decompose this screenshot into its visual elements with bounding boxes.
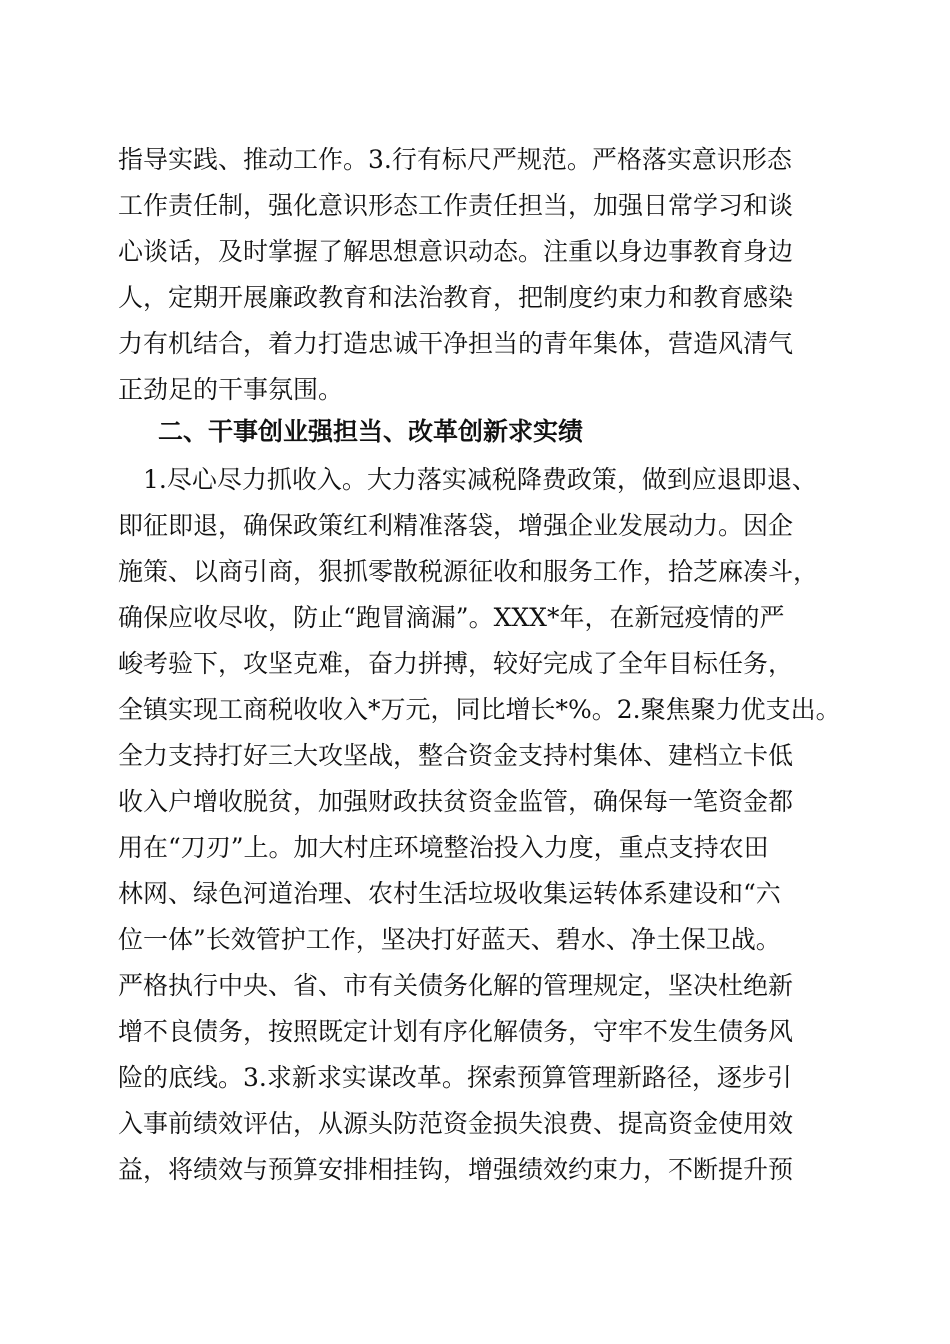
text-line: 心谈话，及时掌握了解思想意识动态。注重以身边事教育身边 [118, 237, 794, 266]
text-line: 正劲足的干事氛围。 [118, 375, 344, 404]
text-line: 施策、以商引商，狠抓零散税源征收和服务工作，拾芝麻凑斗， [118, 557, 819, 586]
text-line: 收入户增收脱贫，加强财政扶贫资金监管，确保每一笔资金都 [118, 787, 794, 816]
section-heading: 二、干事创业强担当、改革创新求实绩 [158, 417, 584, 446]
text-line: 指导实践、推动工作。3.行有标尺严规范。严格落实意识形态 [118, 145, 792, 174]
text-line: 即征即退，确保政策红利精准落袋，增强企业发展动力。因企 [118, 511, 794, 540]
text-line: 1.尽心尽力抓收入。大力落实减税降费政策，做到应退即退、 [118, 465, 817, 494]
text-line: 全力支持打好三大攻坚战，整合资金支持村集体、建档立卡低 [118, 741, 794, 770]
text-line: 确保应收尽收，防止“跑冒滴漏”。XXX*年，在新冠疫情的严 [118, 603, 785, 632]
text-line: 入事前绩效评估，从源头防范资金损失浪费、提高资金使用效 [118, 1109, 794, 1138]
text-line: 人，定期开展廉政教育和法治教育，把制度约束力和教育感染 [118, 283, 794, 312]
text-line: 林网、绿色河道治理、农村生活垃圾收集运转体系建设和“六 [118, 879, 781, 908]
text-line: 峻考验下，攻坚克难，奋力拼搏，较好完成了全年目标任务， [118, 649, 794, 678]
text-line: 力有机结合，着力打造忠诚干净担当的青年集体，营造风清气 [118, 329, 794, 358]
text-line: 增不良债务，按照既定计划有序化解债务，守牢不发生债务风 [118, 1017, 794, 1046]
text-line: 位一体”长效管护工作，坚决打好蓝天、碧水、净土保卫战。 [118, 925, 781, 954]
text-line: 工作责任制，强化意识形态工作责任担当，加强日常学习和谈 [118, 191, 794, 220]
text-line: 严格执行中央、省、市有关债务化解的管理规定，坚决杜绝新 [118, 971, 794, 1000]
text-line: 用在“刀刃”上。加大村庄环境整治投入力度，重点支持农田 [118, 833, 769, 862]
text-line: 险的底线。3.求新求实谋改革。探索预算管理新路径，逐步引 [118, 1063, 792, 1092]
text-line: 全镇实现工商税收收入*万元，同比增长*%。2.聚焦聚力优支出。 [118, 695, 841, 724]
text-line: 益，将绩效与预算安排相挂钩，增强绩效约束力，不断提升预 [118, 1155, 794, 1184]
